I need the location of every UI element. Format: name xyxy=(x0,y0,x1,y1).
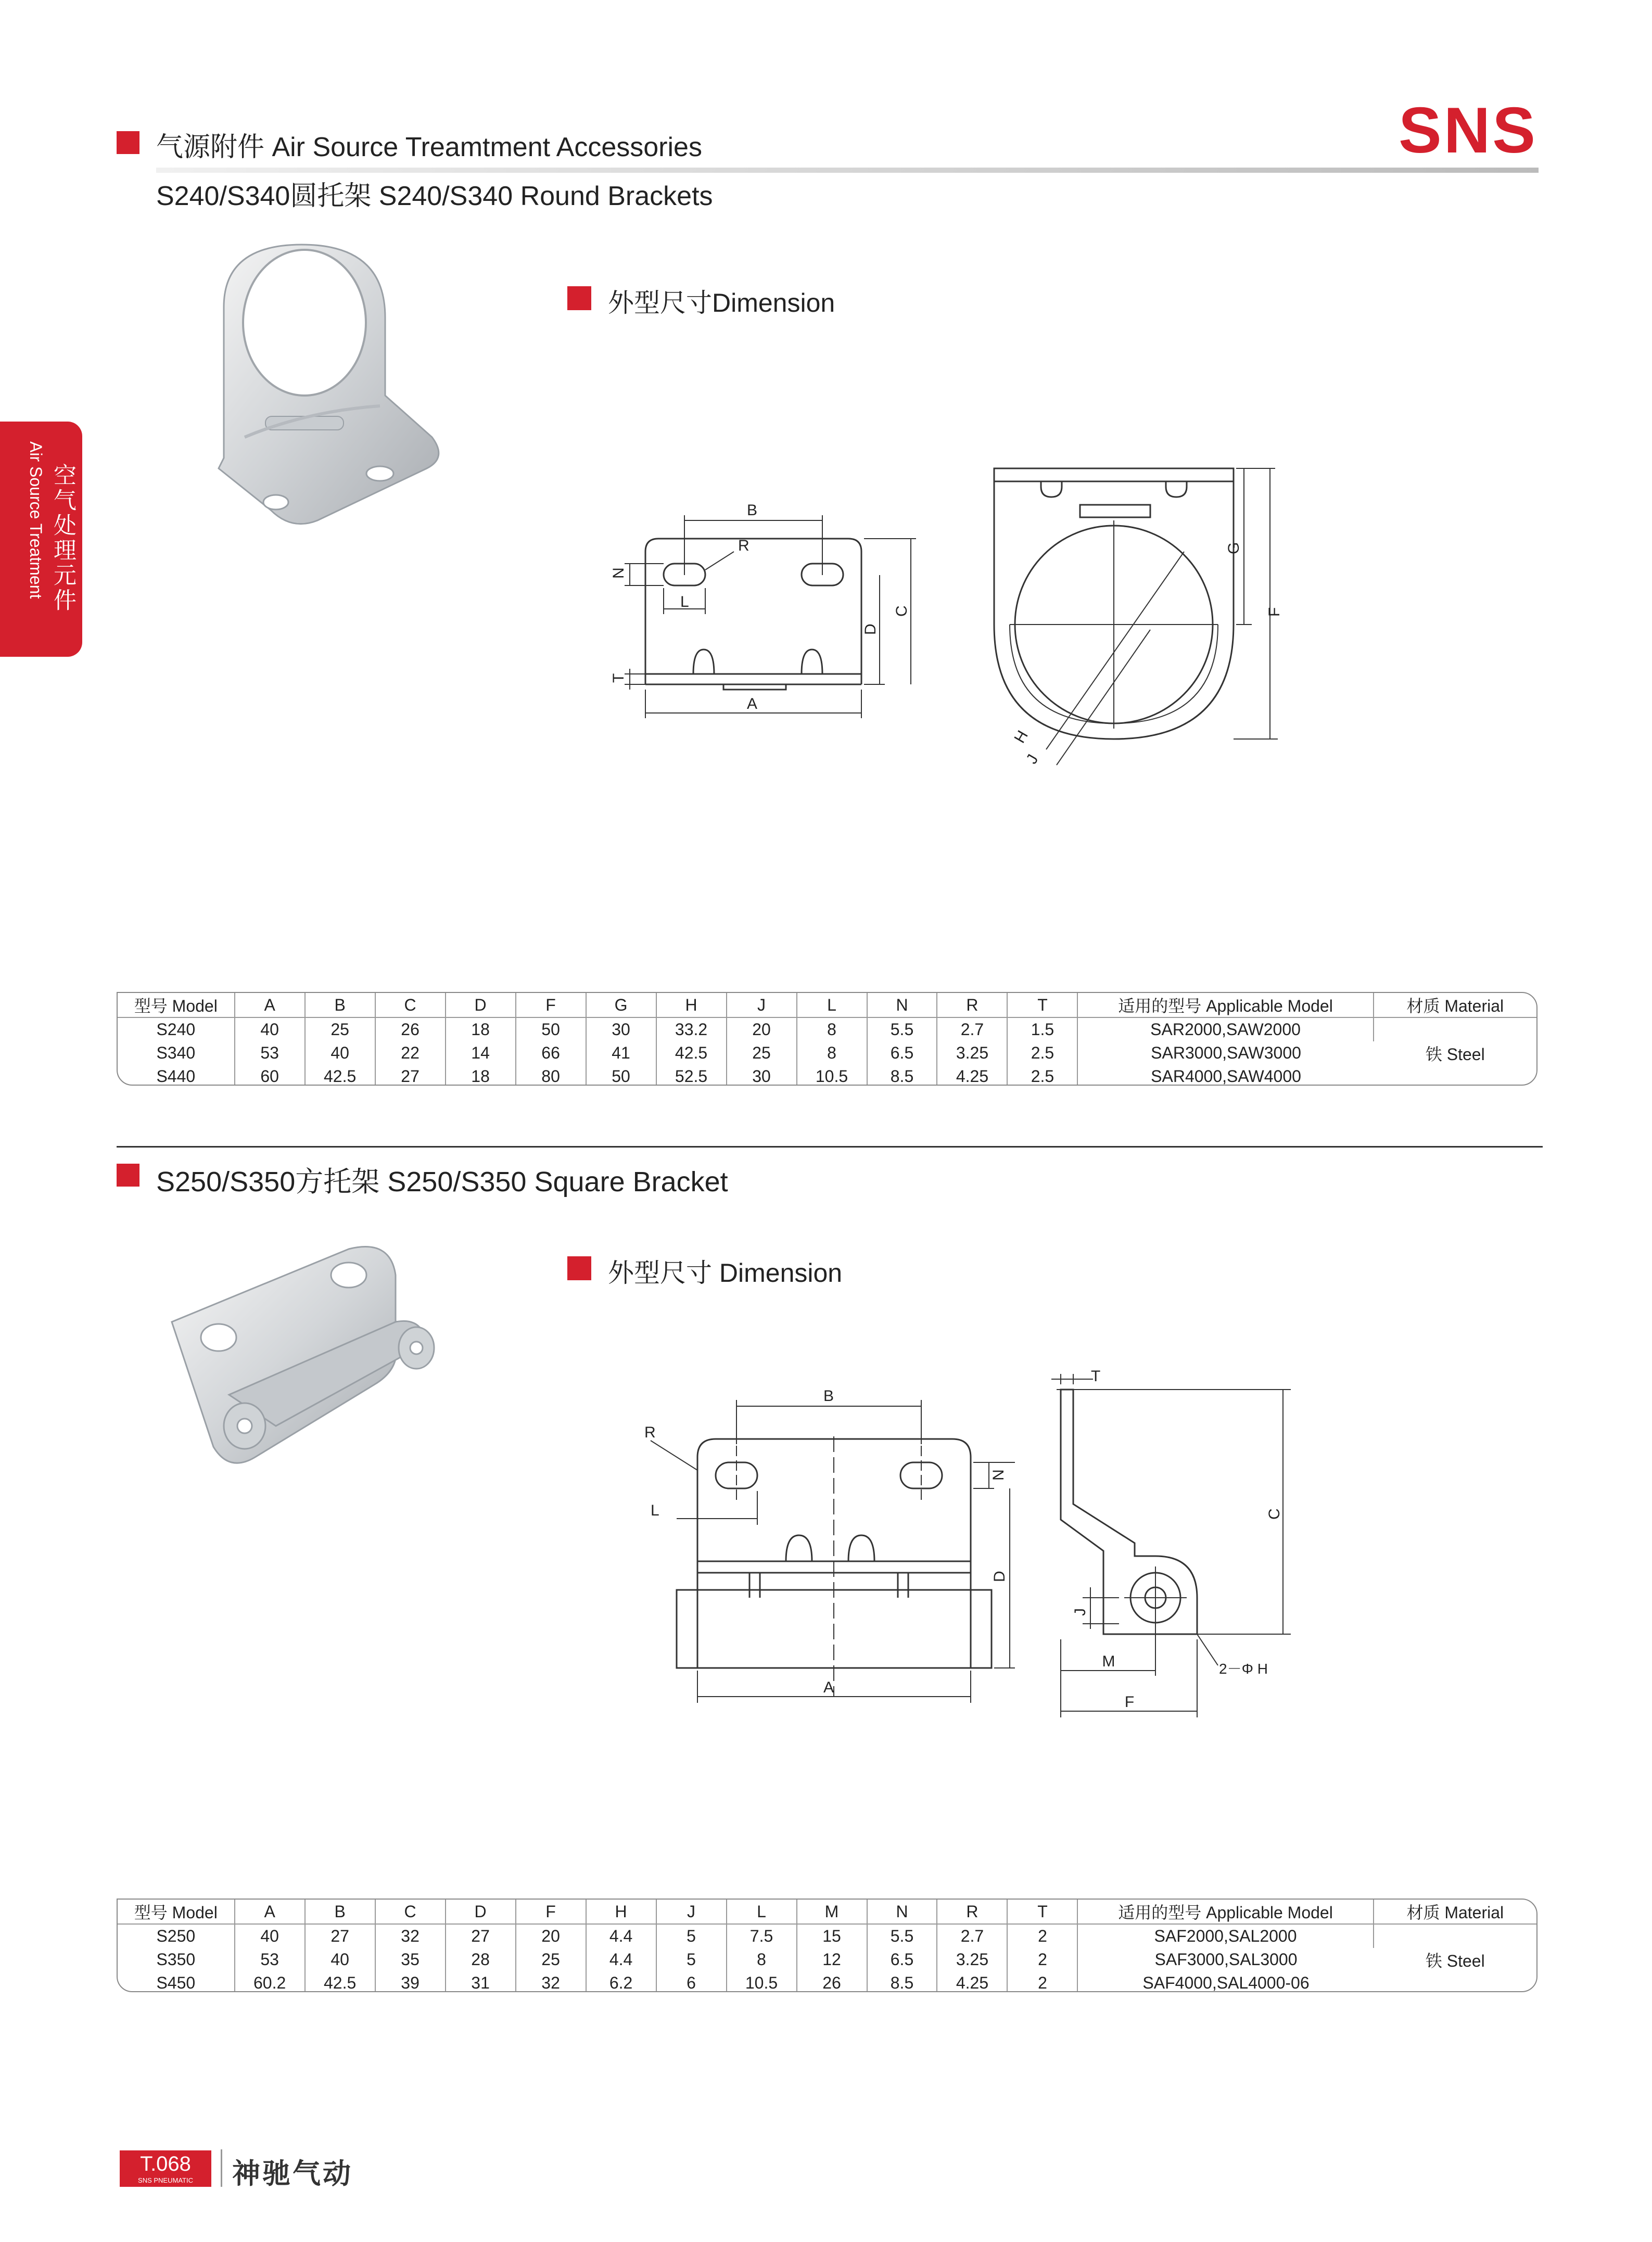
round-dim-t: T xyxy=(610,673,627,683)
table-row xyxy=(118,1041,1536,1065)
table-cell: 40 xyxy=(306,1948,376,1971)
col-header: N xyxy=(868,1900,938,1925)
square-dim-m: M xyxy=(1102,1653,1115,1670)
page-number: T.068 xyxy=(140,2152,191,2175)
table-cell: 5.5 xyxy=(868,1018,938,1041)
table-cell: S340 xyxy=(118,1041,235,1065)
round-bracket-photo xyxy=(187,239,458,531)
col-header: 型号 Model xyxy=(118,1900,235,1925)
col-header: H xyxy=(587,1900,657,1925)
side-tab-cn: 空气处理元件 xyxy=(50,463,75,613)
round-dim-f: F xyxy=(1266,607,1283,617)
table-cell: 41 xyxy=(587,1041,657,1065)
table-cell: 50 xyxy=(516,1018,587,1041)
round-dim-j: J xyxy=(1023,751,1042,767)
col-header: D xyxy=(446,1900,516,1925)
col-header: 适用的型号 Applicable Model xyxy=(1078,1900,1374,1925)
col-header: B xyxy=(306,993,376,1018)
col-header: L xyxy=(727,1900,797,1925)
table-row xyxy=(118,1971,1536,1992)
square-dim-j: J xyxy=(1072,1608,1089,1616)
table-cell: 15 xyxy=(797,1925,868,1948)
table-cell: 8 xyxy=(727,1948,797,1971)
table-cell: S240 xyxy=(118,1018,235,1041)
col-header: F xyxy=(516,993,587,1018)
section-divider xyxy=(117,1146,1543,1148)
col-header: F xyxy=(516,1900,587,1925)
table-row xyxy=(118,1948,1536,1971)
table-cell: 40 xyxy=(235,1925,306,1948)
col-header: 型号 Model xyxy=(118,993,235,1018)
table-cell: SAF2000,SAL2000 xyxy=(1078,1925,1374,1948)
dimension-marker xyxy=(567,286,591,310)
page-number-box xyxy=(120,2150,211,2187)
brand-logo: SNS xyxy=(1399,95,1537,167)
table-cell: 3.25 xyxy=(937,1948,1008,1971)
square-dim-r: R xyxy=(644,1424,656,1441)
col-header: T xyxy=(1008,1900,1078,1925)
table-cell: 25 xyxy=(727,1041,797,1065)
spec-table-header xyxy=(118,993,1536,1018)
table-cell: 40 xyxy=(306,1041,376,1065)
table-cell: S450 xyxy=(118,1971,235,1992)
col-header: H xyxy=(657,993,727,1018)
square-dim-c: C xyxy=(1266,1508,1283,1520)
header-rule xyxy=(156,168,1539,173)
table-cell: 3.25 xyxy=(937,1041,1008,1065)
table-cell: 25 xyxy=(516,1948,587,1971)
col-header: 材质 Material xyxy=(1374,1900,1536,1925)
table-cell: S350 xyxy=(118,1948,235,1971)
col-header: R xyxy=(937,1900,1008,1925)
table-cell: 80 xyxy=(516,1065,587,1086)
col-header: C xyxy=(376,993,446,1018)
dimension-label: 外型尺寸Dimension xyxy=(608,288,835,317)
col-header: R xyxy=(937,993,1008,1018)
header-marker xyxy=(117,131,139,154)
square-dim-d: D xyxy=(991,1571,1008,1582)
table-cell: 2 xyxy=(1008,1971,1078,1992)
round-dim-b: B xyxy=(746,502,758,519)
col-header: C xyxy=(376,1900,446,1925)
col-header: N xyxy=(868,993,938,1018)
table-cell: 2.5 xyxy=(1008,1065,1078,1086)
table-cell: 2 xyxy=(1008,1948,1078,1971)
table-cell: SAF3000,SAL3000 xyxy=(1154,1950,1298,1969)
table-cell: 5 xyxy=(657,1948,727,1971)
square-bracket-photo xyxy=(151,1239,505,1488)
table-cell: 6 xyxy=(657,1971,727,1992)
table-cell: SAR4000,SAW4000 xyxy=(1151,1067,1301,1086)
table-cell: 26 xyxy=(797,1971,868,1992)
table-cell: 20 xyxy=(516,1925,587,1948)
table-cell: 5.5 xyxy=(868,1925,938,1948)
spec-table-header xyxy=(118,1900,1536,1925)
table-cell: 42.5 xyxy=(657,1041,727,1065)
round-dim-n: N xyxy=(610,567,627,579)
footer-brand: 神驰气动 xyxy=(232,2158,353,2189)
table-cell: 27 xyxy=(306,1925,376,1948)
square-dim-b: B xyxy=(823,1387,834,1405)
table-cell: 53 xyxy=(235,1948,306,1971)
table-row xyxy=(118,1925,1536,1948)
table-cell: 60.2 xyxy=(235,1971,306,1992)
table-cell: 50 xyxy=(587,1065,657,1086)
table-cell: 31 xyxy=(446,1971,516,1992)
table-cell: 30 xyxy=(727,1065,797,1086)
col-header: T xyxy=(1008,993,1078,1018)
table-cell: 8 xyxy=(797,1041,868,1065)
table-cell: 4.4 xyxy=(587,1948,657,1971)
round-bracket-side-drawing xyxy=(979,453,1322,775)
table-cell: 8 xyxy=(797,1018,868,1041)
table-cell: 20 xyxy=(727,1018,797,1041)
round-dim-h: H xyxy=(1011,728,1032,746)
table-cell: 25 xyxy=(306,1018,376,1041)
spec-table-square xyxy=(117,1899,1537,1992)
table-cell: 1.5 xyxy=(1008,1018,1078,1041)
round-dim-l: L xyxy=(680,593,689,610)
square-dim-l: L xyxy=(651,1502,659,1519)
table-cell: 52.5 xyxy=(657,1065,727,1086)
dimension2-label: 外型尺寸 Dimension xyxy=(608,1258,843,1288)
section2-title: S250/S350方托架 S250/S350 Square Bracket xyxy=(156,1166,728,1198)
round-dim-r: R xyxy=(738,537,749,554)
side-tab-en: Air Source Treatment xyxy=(27,441,45,599)
table-cell: S440 xyxy=(118,1065,235,1086)
col-header: L xyxy=(797,993,868,1018)
table-cell: SAR3000,SAW3000 xyxy=(1151,1043,1301,1062)
spec-table-round xyxy=(117,992,1537,1086)
table-cell: 30 xyxy=(587,1018,657,1041)
spec-table-square-grid xyxy=(118,1900,1536,1992)
table-cell: 4.4 xyxy=(587,1925,657,1948)
table-cell: 26 xyxy=(376,1018,446,1041)
table-cell: 7.5 xyxy=(727,1925,797,1948)
table-cell: 6.2 xyxy=(587,1971,657,1992)
square-dim-a: A xyxy=(823,1679,834,1696)
col-header: G xyxy=(587,993,657,1018)
square-dim-f: F xyxy=(1124,1693,1135,1711)
table-cell: 8.5 xyxy=(868,1971,938,1992)
table-cell: 32 xyxy=(516,1971,587,1992)
round-bracket-front-drawing xyxy=(583,484,937,744)
spec-table-round-grid xyxy=(118,993,1536,1086)
table-cell: 27 xyxy=(446,1925,516,1948)
material-cell: 铁 Steel xyxy=(1425,1951,1485,1970)
table-cell: 42.5 xyxy=(306,1971,376,1992)
table-cell: 4.25 xyxy=(937,1065,1008,1086)
table-cell: 35 xyxy=(376,1948,446,1971)
table-cell: 32 xyxy=(376,1925,446,1948)
table-cell: 42.5 xyxy=(306,1065,376,1086)
page-title: 气源附件 Air Source Treamtment Accessories xyxy=(156,132,702,162)
col-header: D xyxy=(446,993,516,1018)
square-dim-t: T xyxy=(1091,1368,1101,1385)
table-cell: 66 xyxy=(516,1041,587,1065)
table-cell: 18 xyxy=(446,1065,516,1086)
table-cell: 40 xyxy=(235,1018,306,1041)
table-cell: 2.7 xyxy=(937,1925,1008,1948)
table-cell: 2.7 xyxy=(937,1018,1008,1041)
table-cell: 12 xyxy=(797,1948,868,1971)
col-header: M xyxy=(797,1900,868,1925)
table-cell: 5 xyxy=(657,1925,727,1948)
table-cell: 8.5 xyxy=(868,1065,938,1086)
col-header: A xyxy=(235,993,306,1018)
table-cell: 33.2 xyxy=(657,1018,727,1041)
table-cell: 22 xyxy=(376,1041,446,1065)
page-subtitle: S240/S340圆托架 S240/S340 Round Brackets xyxy=(156,181,713,211)
table-cell: 10.5 xyxy=(727,1971,797,1992)
col-header: A xyxy=(235,1900,306,1925)
table-cell: 2 xyxy=(1008,1925,1078,1948)
square-dim-n: N xyxy=(990,1469,1007,1481)
round-dim-c: C xyxy=(893,605,910,617)
table-cell: 14 xyxy=(446,1041,516,1065)
table-cell: 18 xyxy=(446,1018,516,1041)
col-header: J xyxy=(727,993,797,1018)
table-row xyxy=(118,1018,1536,1041)
table-cell: 39 xyxy=(376,1971,446,1992)
square-bracket-front-drawing xyxy=(635,1384,1031,1717)
round-dim-a: A xyxy=(746,695,758,712)
col-header: 适用的型号 Applicable Model xyxy=(1078,993,1374,1018)
table-cell: 6.5 xyxy=(868,1948,938,1971)
table-row xyxy=(118,1065,1536,1086)
table-cell: 27 xyxy=(376,1065,446,1086)
dimension2-marker xyxy=(567,1256,591,1280)
table-cell: 2.5 xyxy=(1008,1041,1078,1065)
table-cell: 10.5 xyxy=(797,1065,868,1086)
section2-marker xyxy=(117,1164,139,1187)
col-header: J xyxy=(657,1900,727,1925)
table-cell: 4.25 xyxy=(937,1971,1008,1992)
col-header: 材质 Material xyxy=(1374,993,1536,1018)
table-cell: 53 xyxy=(235,1041,306,1065)
footer-separator xyxy=(221,2149,222,2187)
square-bracket-side-drawing xyxy=(1041,1364,1322,1728)
table-cell: SAR2000,SAW2000 xyxy=(1078,1018,1374,1041)
table-cell: SAF4000,SAL4000-06 xyxy=(1142,1973,1310,1992)
square-dim-h: 2－Φ H xyxy=(1219,1661,1268,1677)
round-dim-g: G xyxy=(1225,542,1242,554)
table-cell: 6.5 xyxy=(868,1041,938,1065)
col-header: B xyxy=(306,1900,376,1925)
round-dim-d: D xyxy=(862,623,879,635)
table-cell: S250 xyxy=(118,1925,235,1948)
page-number-sub: SNS PNEUMATIC xyxy=(138,2176,193,2184)
material-cell: 铁 Steel xyxy=(1425,1044,1485,1064)
table-cell: 28 xyxy=(446,1948,516,1971)
table-cell: 60 xyxy=(235,1065,306,1086)
